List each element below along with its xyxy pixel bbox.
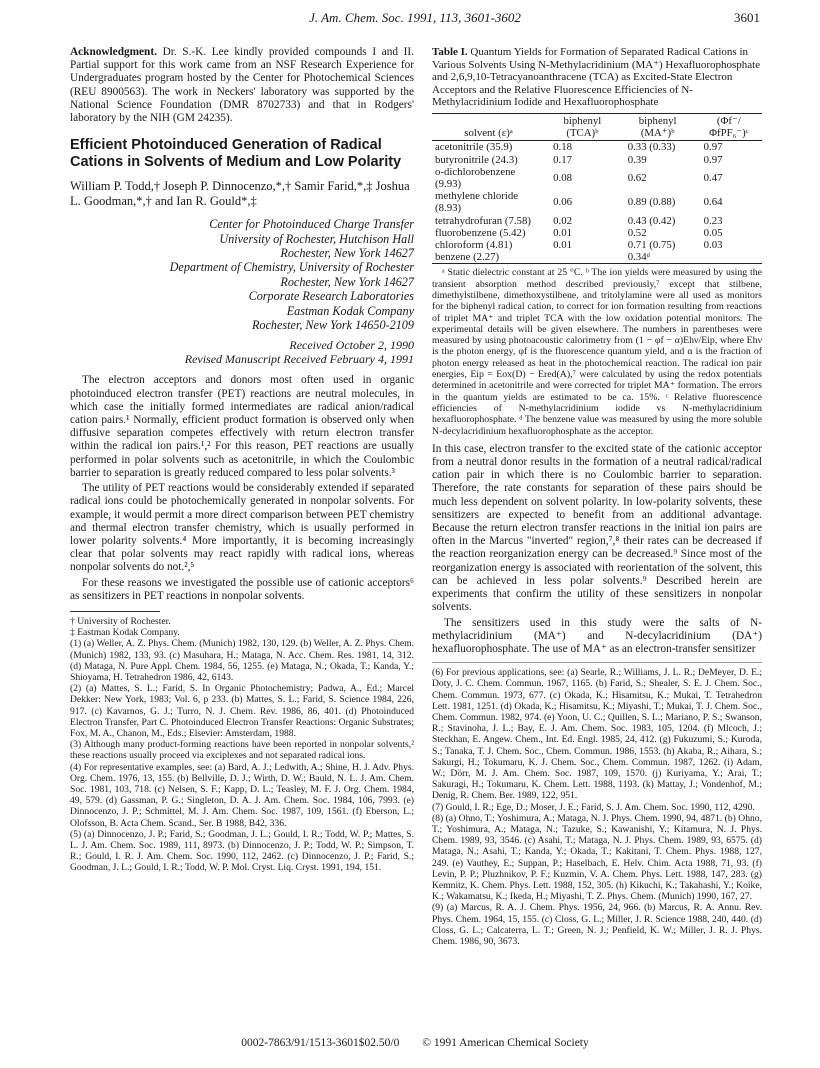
body-paragraph: For these reasons we investigated the possible use of cationic acceptors⁶ as sensitizers in PET reactions in nonpolar solvents.: [70, 576, 414, 602]
affiliation-line: Rochester, New York 14650-2109: [251, 318, 414, 333]
footnote: (2) (a) Mattes, S. L.; Farid, S. In Organic Photochemistry; Padwa, A., Ed.; Marcel Dekker: New York, 1983; Vol. 6, p 233. (b) Mattes, S. L.; Farid, S. Science 1984, 226, 917. (c) Kavarnos, G. J.; Turro, N. J. Chem. Rev. 1986, 86, 401. (d) Photoinduced Electron Transfer, Part C. Photoinduced Electron Transfer Reactions: Organic Substrates; Fox, M. A., Chanon, M., Eds.; Elsevier: Amsterdam, 1988.: [70, 683, 414, 739]
acknowledgment-label: Acknowledgment.: [70, 46, 157, 58]
table-row: [432, 215, 762, 227]
table-row: [432, 166, 762, 190]
affiliation-line: Department of Chemistry, University of Rochester: [169, 260, 414, 275]
table-cell: 0.33 (0.33): [627, 141, 676, 154]
footnotes-right: [432, 667, 762, 947]
footnote-rule: [70, 611, 160, 612]
table-cell: 0.34ᵈ: [620, 251, 696, 264]
table-cell: 0.03: [703, 239, 723, 251]
footnote: (1) (a) Weller, A. Z. Phys. Chem. (Munich) 1982, 130, 129. (b) Weller, A. Z. Phys. Chem. (Munich) 1982, 133, 93. (c) Masuhara, H.; Mataga, N. Acc. Chem. Res. 1981, 14, 312. (d) Mataga, N. Pure Appl. Chem. 1984, 56, 1255. (e) Mataga, N.; Okada, T.; Kanda, Y.; Shioyama, H. Tetrahedron 1986, 42, 6143.: [70, 638, 414, 683]
article-title: Efficient Photoinduced Generation of Radical Cations in Solvents of Medium and Low Polarity: [70, 137, 402, 171]
table-cell: 0.89 (0.88): [627, 196, 676, 209]
table-cell: [696, 251, 762, 264]
footnotes-left: [70, 616, 414, 874]
table-cell: 0.01: [553, 226, 573, 239]
table-cell: o-dichlorobenzene (9.93): [435, 165, 516, 190]
footnote: † University of Rochester.: [70, 615, 171, 627]
page-number: 3601: [734, 10, 760, 25]
table-cell: tetrahydrofuran (7.58): [435, 214, 531, 227]
journal-citation: J. Am. Chem. Soc. 1991, 113, 3601-3602: [309, 10, 521, 25]
footnote: (8) (a) Ohno, T.; Yoshimura, A.; Mataga, N. J. Phys. Chem. 1990, 94, 4871. (b) Ohno, T.; Yoshimura, A.; Mataga, N.; Tazuke, S.; Kawanishi, Y.; Kitamura, N. J. Phys. Chem. 1989, 93, 3546. (c) Asahi, T.; Mataga, N. J. Phys. Chem. 1989, 93, 6575. (d) Mataga, N.; Asahi, T.; Kanda, Y.; Okada, T.; Kakitani, T. Chem. Phys. 1988, 127, 249. (e) Vauthey, E.; Suppan, P.; Haselbach, E. Helv. Chim. Acta 1988, 71, 93. (f) Levin, P. P.; Pluzhnikov, P. F.; Kuzmin, V. A. Chem. Phys. Lett. 1988, 147, 283. (g) Kemnitz, K. Chem. Phys. Lett. 1988, 152, 305. (h) Kikuchi, K.; Takahashi, Y.; Koike, K.; Wakamatsu, K.; Ikeda, H.; Miyashi, T. Z. Phys. Chem. (Munich) 1990, 167, 27.: [432, 812, 762, 903]
table-cell: 0.62: [627, 171, 647, 184]
received-dates: [70, 338, 414, 366]
table-cell: 0.52: [627, 226, 647, 239]
table-row: [432, 251, 762, 264]
running-head: [70, 10, 760, 32]
table-cell: 0.47: [703, 171, 723, 184]
table-cell: benzene (2.27): [432, 251, 545, 264]
table-caption: [432, 46, 762, 109]
table-cell: 0.06: [553, 196, 573, 209]
table-cell: 0.17: [553, 153, 573, 166]
copyright: © 1991 American Chemical Society: [422, 1037, 589, 1049]
table-row: [432, 239, 762, 251]
acknowledgment: [70, 46, 414, 125]
right-column: [432, 46, 762, 947]
table-cell: 0.43 (0.42): [627, 214, 676, 227]
table-header: solvent (ε)ᵃ: [432, 113, 545, 140]
table-cell: [545, 251, 620, 264]
table-cell: chloroform (4.81): [435, 239, 513, 251]
article-code: 0002-7863/91/1513-3601$02.50/0: [241, 1037, 400, 1049]
footnote: (4) For representative examples, see: (a) Bard, A. J.; Ledwith, A.; Shine, H. J. Adv. Phys. Org. Chem. 1976, 13, 155. (b) Bellville, D. J.; Wirth, D. W.; Bauld, N. L. J. Am. Chem. Soc. 1981, 103, 718. (c) Nelsen, S. F.; Kapp, D. L.; Teasley, M. F. J. Org. Chem. 1984, 49, 579. (d) Gassman, P. G.; Singleton, D. A. J. Am. Chem. Soc. 1984, 106, 7993. (e) Dinnocenzo, J. P.; Schmittel, M. J. Am. Chem. Soc. 1987, 109, 1561. (f) Eberson, L.; Olofsson, B. Acta Chem. Scand., Ser. B 1988, B42, 336.: [70, 761, 414, 829]
table-cell: 0.23: [703, 214, 723, 227]
table-cell: 0.02: [553, 214, 573, 227]
table-cell: 0.01: [553, 239, 573, 251]
footnote: (3) Although many product-forming reactions have been reported in nonpolar solvents,² these reactions usually proceed via exciplexes and not separated radical ions.: [70, 739, 414, 762]
table-cell: 0.39: [627, 153, 647, 166]
table-row: [432, 154, 762, 166]
footnote: (5) (a) Dinnocenzo, J. P.; Farid, S.; Goodman, J. L.; Gould, I. R.; Todd, W. P.; Mattes, S. L. J. Am. Chem. Soc. 1989, 111, 8973. (b) Dinnocenzo, J. P.; Todd, W. P.; Simpson, T. R.; Gould, I. R. J. Am. Chem. Soc. 1990, 112, 2462. (c) Dinnocenzo, J. P.; Farid, S.; Goodman, J. L.; Gould, I. R.; Todd, W. P. Mol. Cryst. Liq. Cryst. 1991, 194, 151.: [70, 828, 414, 874]
revised-date: Revised Manuscript Received February 4, 1991: [184, 352, 414, 367]
footnote-rule: [432, 662, 762, 663]
author-list: William P. Todd,† Joseph P. Dinnocenzo,*,† Samir Farid,*,‡ Joshua L. Goodman,*,† and Ian R. Gould*,‡: [70, 179, 410, 209]
footnote: (9) (a) Marcus, R. A. J. Chem. Phys. 1956, 24, 966. (b) Marcus, R. A. Annu. Rev. Phys. Chem. 1964, 15, 155. (c) Closs, G. L.; Miller, J. R. Science 1988, 240, 440. (d) Closs, G. L.; Calcaterra, L. T.; Green, N. J.; Penfield, K. W.; Miller, J. R. J. Phys. Chem. 1986, 90, 3673.: [432, 902, 762, 947]
affiliation-line: Rochester, New York 14627: [280, 274, 414, 289]
body-paragraph: The utility of PET reactions would be considerably extended if separated radical ions could be photochemically generated in nonpolar solvents. For example, it would permit a more direct comparison between PET chemistry and thermal electron transfer chemistry, which is usually performed in lower polarity solvents.⁴ More importantly, it is becoming increasingly clear that polar solvents may react rapidly with radical ions, whereas nonpolar solvents do not.²,⁵: [70, 482, 414, 574]
left-column: [70, 46, 414, 874]
footnote: (7) Gould, I. R.; Ege, D.; Moser, J. E.; Farid, S. J. Am. Chem. Soc. 1990, 112, 4290.: [432, 801, 755, 813]
quantum-yield-table: [432, 113, 762, 264]
table-header: (Φf⁻/ΦfPF₆⁻)ᶜ: [696, 113, 762, 140]
table-header: biphenyl (MA⁺)ᵇ: [620, 113, 696, 140]
table-cell: butyronitrile (24.3): [435, 153, 518, 166]
body-paragraph: The electron acceptors and donors most often used in organic photoinduced electron transfer (PET) reactions are neutral molecules, in which case the initially formed intermediates are radical anion/radical cation pairs.¹ Normally, efficient product formation is observed only when diffusive separation competes effectively with return electron transfer within the radical ion pairs.¹,² For this reason, PET reactions are usually performed in polar solvents such as acetonitrile, in which the Coulombic barrier to separation is greatly reduced compared to less polar solvents.³: [70, 374, 414, 479]
table-row: [432, 141, 762, 154]
affiliation-line: Corporate Research Laboratories: [248, 289, 414, 304]
table-cell: methylene chloride (8.93): [435, 190, 519, 215]
table-row: [432, 227, 762, 239]
footnote: ‡ Eastman Kodak Company.: [70, 627, 180, 639]
table-footnote: ᵃ Static dielectric constant at 25 °C. ᵇ The ion yields were measured by using the transient absorption method described previously,⁷ except that stilbene, dimethylstilbene, dimethoxystilbene, and tritolylamine were all used as monitors for the biphenyl radical cation, to correct for ion formation resulting from reactions of triplet MA⁺ and triplet TCA with the low oxidation potential monitors. The experimental details will be given elsewhere. The numbers in parentheses were measured by using photoacoustic calorimetry from (1 − φf − α)Ehν/Eip, where Ehν is the photon energy, φf is the fluorescence quantum yield, and α is the fraction of photon energy released as heat in the photochemical reaction. The radical ion pair energies, Eip = Eox(D) − Ered(A),⁷ were calculated by using the redox potentials determined in acetonitrile and were corrected for triplet MA⁺ formation. The errors in the quantum yields are estimated to be ca. 15%. ᶜ Relative fluorescence efficiencies of N-methylacridinium iodide vs N-methylacridinium hexafluorophosphate. ᵈ The benzene value was measured by using the more soluble N-decylacridinium hexafluorophosphate as the acceptor.: [432, 267, 762, 437]
table-cell: 0.71 (0.75): [627, 239, 676, 251]
acknowledgment-text: Dr. S.-K. Lee kindly provided compounds I and II. Partial support for this work came from an NSF Research Experience for Undergraduates program hosted by the Center for Photochemical Sciences (REU 8900563). The work in Neckers' laboratory was supported by the National Science Foundation (DMR 8702733) and that in Rodgers' laboratory by the NIH (GM 24235).: [70, 46, 414, 125]
affiliation-line: University of Rochester, Hutchison Hall: [219, 231, 414, 246]
affiliation-line: Eastman Kodak Company: [286, 303, 414, 318]
table-row: [432, 190, 762, 214]
affiliation-line: Rochester, New York 14627: [280, 246, 414, 261]
received-date: Received October 2, 1990: [289, 338, 414, 353]
table-cell: fluorobenzene (5.42): [435, 226, 526, 239]
table-caption-text: Quantum Yields for Formation of Separated Radical Cations in Various Solvents Using N-Methylacridinium (MA⁺) Hexafluorophosphate and 2,6,9,10-Tetracyanoanthracene (TCA) as Excited-State Electron Acceptors and the Relative Fluorescence Efficiencies of N-Methylacridinium Iodide and Hexafluorophosphate: [432, 46, 761, 109]
body-paragraph: The sensitizers used in this study were the salts of N-methylacridinium (MA⁺) and N-decylacridinium (DA⁺) hexafluorophosphate. The use of MA⁺ as an electron-transfer sensitizer: [432, 616, 762, 655]
affiliation-line: Center for Photoinduced Charge Transfer: [209, 217, 414, 232]
table-header: biphenyl (TCA)ᵇ: [545, 113, 620, 140]
table-cell: 0.64: [703, 196, 723, 209]
table-cell: 0.08: [553, 171, 573, 184]
table-cell: 0.18: [553, 141, 573, 154]
footnote: (6) For previous applications, see: (a) Searle, R.; Williams, J. L. R.; DeMeyer, D. E.; Doty, J. C. Chem. Commun. 1967, 1165. (b) Farid, S.; Shealer, S. E. J. Chem. Soc., Chem. Commun. 1973, 677. (c) Okada, K.; Hisamitsu, K.; Mukai, T. Tetrahedron Lett. 1981, 1251. (d) Okada, K.; Hisamitsu, K.; Miyashi, T.; Mukai, T. J. Chem. Soc., Chem. Commun. 1982, 974. (e) Yoon, U. C.; Quillen, S. L.; Mariano, P. S.; Swanson, R.; Stavinoha, J. L.; Bay, E. J. Am. Chem. Soc. 1983, 105, 1204. (f) Mlcoch, J.; Steckhan, E. Angew. Chem., Int. Ed. Engl. 1985, 24, 412. (g) Fukuzumi, S.; Kuroda, S.; Tanaka, T. J. Chem. Soc., Chem. Commun. 1986, 1553. (h) Akaba, R.; Aihara, S.; Sakurgi, H.; Tokumaru, K. J. Chem. Soc., Chem. Commun. 1987, 1262. (i) Adam, W.; Dörr, M. J. Am. Chem. Soc. 1987, 109, 1570. (j) Kuriyama, Y.; Arai, T.; Sakuragi, H.; Tokumaru, K. Chem. Lett. 1988, 1193. (k) Mattay, J.; Vondenhof, M.; Denig, R. Chem. Ber. 1989, 122, 951.: [432, 667, 762, 802]
table-cell: 0.05: [703, 226, 723, 239]
body-paragraph: In this case, electron transfer to the excited state of the cationic acceptor from a neutral donor results in the formation of a neutral radical/radical cation pair in which there is no Coulombic barrier to separation. Therefore, the rate constants for separation of these pairs should be much less dependent on solvent polarity. In low-polarity solvents, these sensitizers are expected to benefit from an additional advantage. Because the return electron transfer reactions in the initial ion pairs are often in the Marcus "inverted" region,⁷,⁸ their rates can be decreased if the reaction reorganization energy can be decreased.⁹ Since most of the reorganization energy is associated with reorientation of the solvent, this can be achieved in less polar solvents.⁹ Described herein are experiments that confirm the utility of these sensitizers in nonpolar solvents.: [432, 442, 762, 614]
page-footer: [70, 1037, 760, 1049]
table-cell: 0.97: [703, 141, 723, 154]
table-label: Table I.: [432, 46, 468, 58]
affiliations: [70, 217, 414, 332]
table-cell: 0.97: [703, 153, 723, 166]
table-cell: acetonitrile (35.9): [435, 141, 513, 154]
